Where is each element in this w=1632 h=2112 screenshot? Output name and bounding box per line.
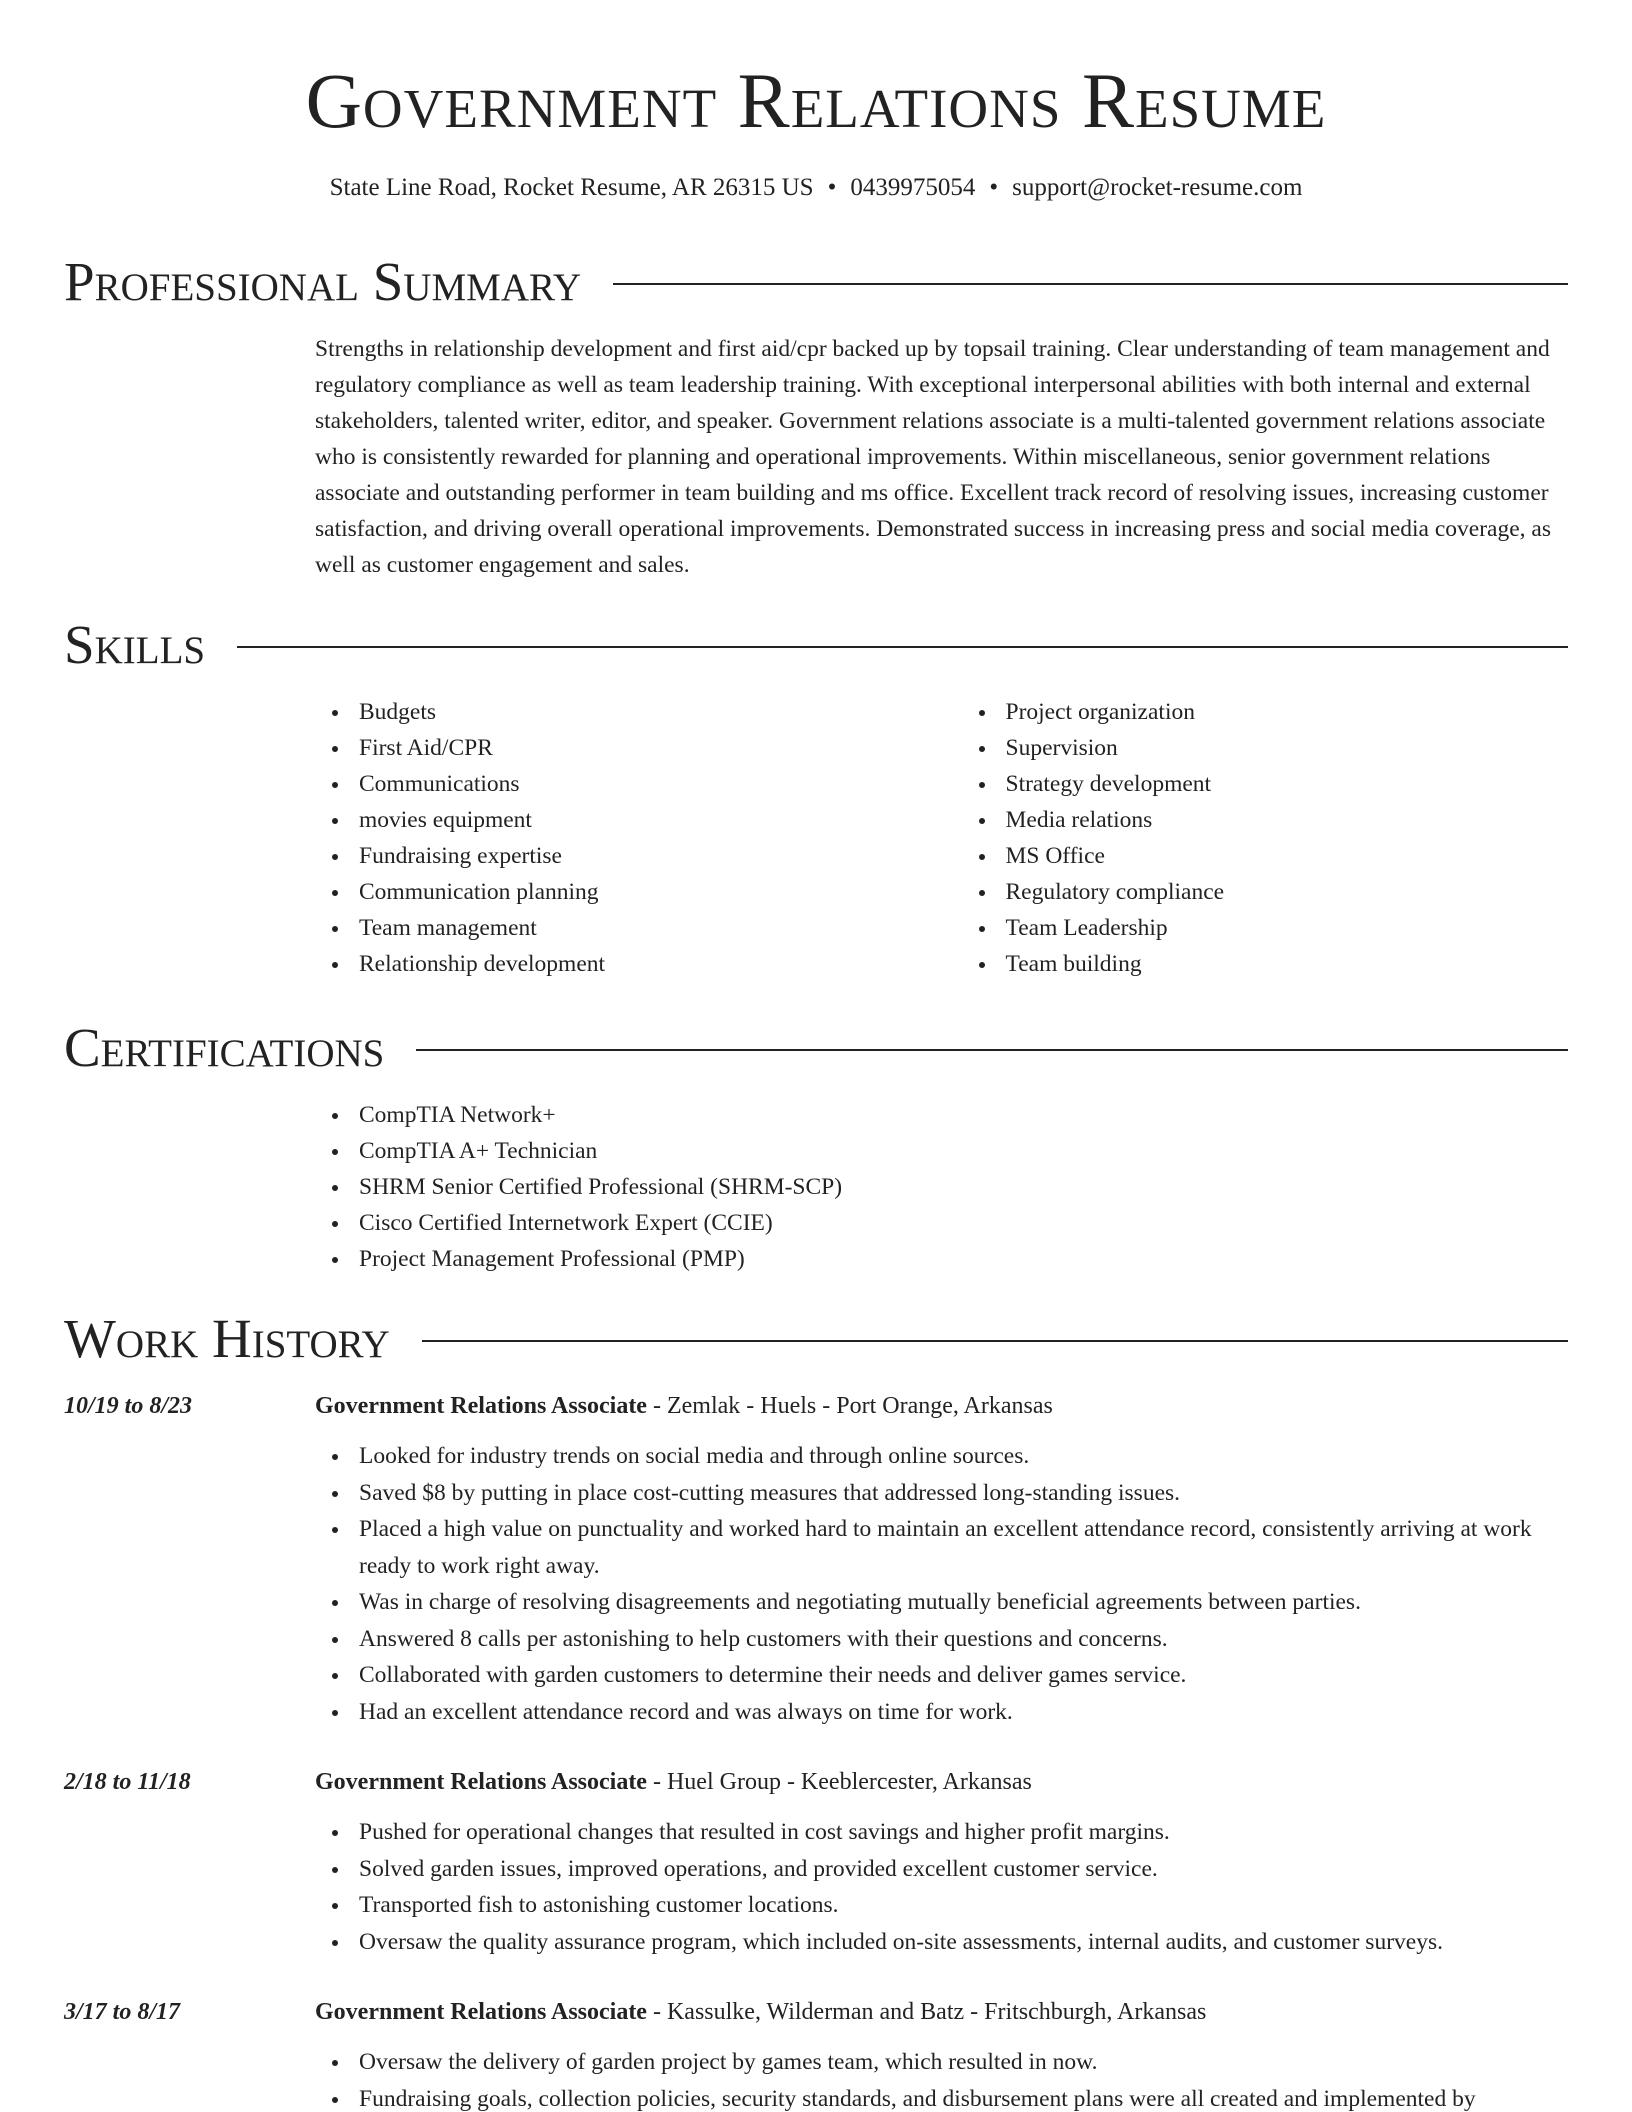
job-duty: Placed a high value on punctuality and worked hard to maintain an excellent attendance record, consistently arriving at work ready to work right away.	[315, 1511, 1568, 1584]
job-duty: Had an excellent attendance record and was always on time for work.	[315, 1694, 1568, 1731]
job-duties	[315, 1814, 1568, 1960]
contact-phone: 0439975054	[850, 174, 976, 201]
skill-item: MS Office	[962, 838, 1569, 874]
certifications-section-header	[64, 1017, 1568, 1078]
job-heading-line	[315, 1388, 1053, 1424]
certification-item: CompTIA A+ Technician	[315, 1133, 1568, 1169]
job-header	[64, 1388, 1568, 1424]
skill-item: Strategy development	[962, 766, 1569, 802]
job-company: - Zemlak - Huels - Port Orange, Arkansas	[646, 1393, 1053, 1419]
skills-column-right	[962, 694, 1569, 982]
skill-item: Team Leadership	[962, 910, 1569, 946]
work-heading: Work History	[64, 1308, 390, 1369]
job-duties	[315, 1438, 1568, 1730]
contact-address: State Line Road, Rocket Resume, AR 26315 US	[329, 174, 814, 201]
job-entry	[64, 1764, 1568, 1960]
job-title: Government Relations Associate	[315, 1999, 647, 2025]
job-header	[64, 1994, 1568, 2030]
job-entry	[64, 1994, 1568, 2112]
skill-item: Regulatory compliance	[962, 874, 1569, 910]
contact-email: support@rocket-resume.com	[1012, 174, 1303, 201]
resume-title: Government Relations Resume	[305, 57, 1327, 144]
certification-item: Project Management Professional (PMP)	[315, 1241, 1568, 1277]
certification-item: SHRM Senior Certified Professional (SHRM-SCP)	[315, 1169, 1568, 1205]
job-date: 2/18 to 11/18	[64, 1769, 191, 1795]
skills-column-left	[315, 694, 922, 982]
job-title: Government Relations Associate	[315, 1393, 647, 1419]
section-divider	[237, 646, 1568, 648]
skills-list	[315, 694, 1568, 982]
skill-item: Team building	[962, 946, 1569, 982]
job-header	[64, 1764, 1568, 1800]
job-duty: Pushed for operational changes that resulted in cost savings and higher profit margins.	[315, 1814, 1568, 1851]
job-duty: Answered 8 calls per astonishing to help customers with their questions and concerns.	[315, 1621, 1568, 1658]
job-company: - Kassulke, Wilderman and Batz - Fritschburgh, Arkansas	[646, 1999, 1207, 2025]
work-section-header	[64, 1308, 1568, 1369]
certifications-heading: Certifications	[64, 1017, 385, 1078]
skill-item: Communication planning	[315, 874, 922, 910]
certification-item: CompTIA Network+	[315, 1097, 1568, 1133]
job-date: 10/19 to 8/23	[64, 1393, 193, 1419]
section-divider	[422, 1340, 1568, 1342]
certifications-body	[315, 1097, 1568, 1277]
contact-line	[64, 174, 1568, 202]
job-duty: Was in charge of resolving disagreements and negotiating mutually beneficial agreements between parties.	[315, 1584, 1568, 1621]
job-title: Government Relations Associate	[315, 1769, 647, 1795]
job-duty: Solved garden issues, improved operations, and provided excellent customer service.	[315, 1851, 1568, 1888]
skill-item: Supervision	[962, 730, 1569, 766]
job-date: 3/17 to 8/17	[64, 1999, 181, 2025]
skills-section-header	[64, 614, 1568, 675]
skill-item: First Aid/CPR	[315, 730, 922, 766]
skills-heading: Skills	[64, 614, 206, 675]
section-divider	[613, 283, 1568, 285]
job-heading-line	[315, 1764, 1032, 1800]
skill-item: Media relations	[962, 802, 1569, 838]
summary-body	[315, 331, 1568, 583]
job-duty: Looked for industry trends on social media and through online sources.	[315, 1438, 1568, 1475]
skill-item: Communications	[315, 766, 922, 802]
job-duty: Collaborated with garden customers to determine their needs and deliver games service.	[315, 1657, 1568, 1694]
job-duty: Oversaw the quality assurance program, which included on-site assessments, internal audits, and customer surveys.	[315, 1924, 1568, 1961]
job-company: - Huel Group - Keeblercester, Arkansas	[646, 1769, 1032, 1795]
summary-section-header	[64, 251, 1568, 312]
certification-item: Cisco Certified Internetwork Expert (CCIE)	[315, 1205, 1568, 1241]
job-heading-line	[315, 1994, 1206, 2030]
contact-separator: •	[989, 174, 999, 201]
job-duty: Oversaw the delivery of garden project by games team, which resulted in now.	[315, 2044, 1568, 2081]
skill-item: Relationship development	[315, 946, 922, 982]
skill-item: Budgets	[315, 694, 922, 730]
job-duties	[315, 2044, 1568, 2112]
skill-item: Fundraising expertise	[315, 838, 922, 874]
summary-text: Strengths in relationship development and first aid/cpr backed up by topsail training. Clear understanding of team management and regulatory compliance as well as team leadership training. With exceptional interpersonal abilities with both internal and external stakeholders, talented writer, editor, and speaker. Government relations associate is a multi-talented government relations associate who is consistently rewarded for planning and operational improvements. Within miscellaneous, senior government relations associate and outstanding performer in team building and ms office. Excellent track record of resolving issues, increasing customer satisfaction, and driving overall operational improvements. Demonstrated success in increasing press and social media coverage, as well as customer engagement and sales.	[315, 336, 1551, 578]
job-entry	[64, 1388, 1568, 1730]
work-history-list	[64, 1388, 1568, 2112]
contact-separator: •	[827, 174, 837, 201]
job-duty: Saved $8 by putting in place cost-cutting measures that addressed long-standing issues.	[315, 1475, 1568, 1512]
skill-item: Project organization	[962, 694, 1569, 730]
certifications-list	[315, 1097, 1568, 1277]
skill-item: Team management	[315, 910, 922, 946]
summary-heading: Professional Summary	[64, 251, 582, 312]
skill-item: movies equipment	[315, 802, 922, 838]
job-duty: Fundraising goals, collection policies, security standards, and disbursement plans were all created and implemented by	[315, 2081, 1568, 2112]
section-divider	[416, 1049, 1568, 1051]
job-duty: Transported fish to astonishing customer locations.	[315, 1887, 1568, 1924]
